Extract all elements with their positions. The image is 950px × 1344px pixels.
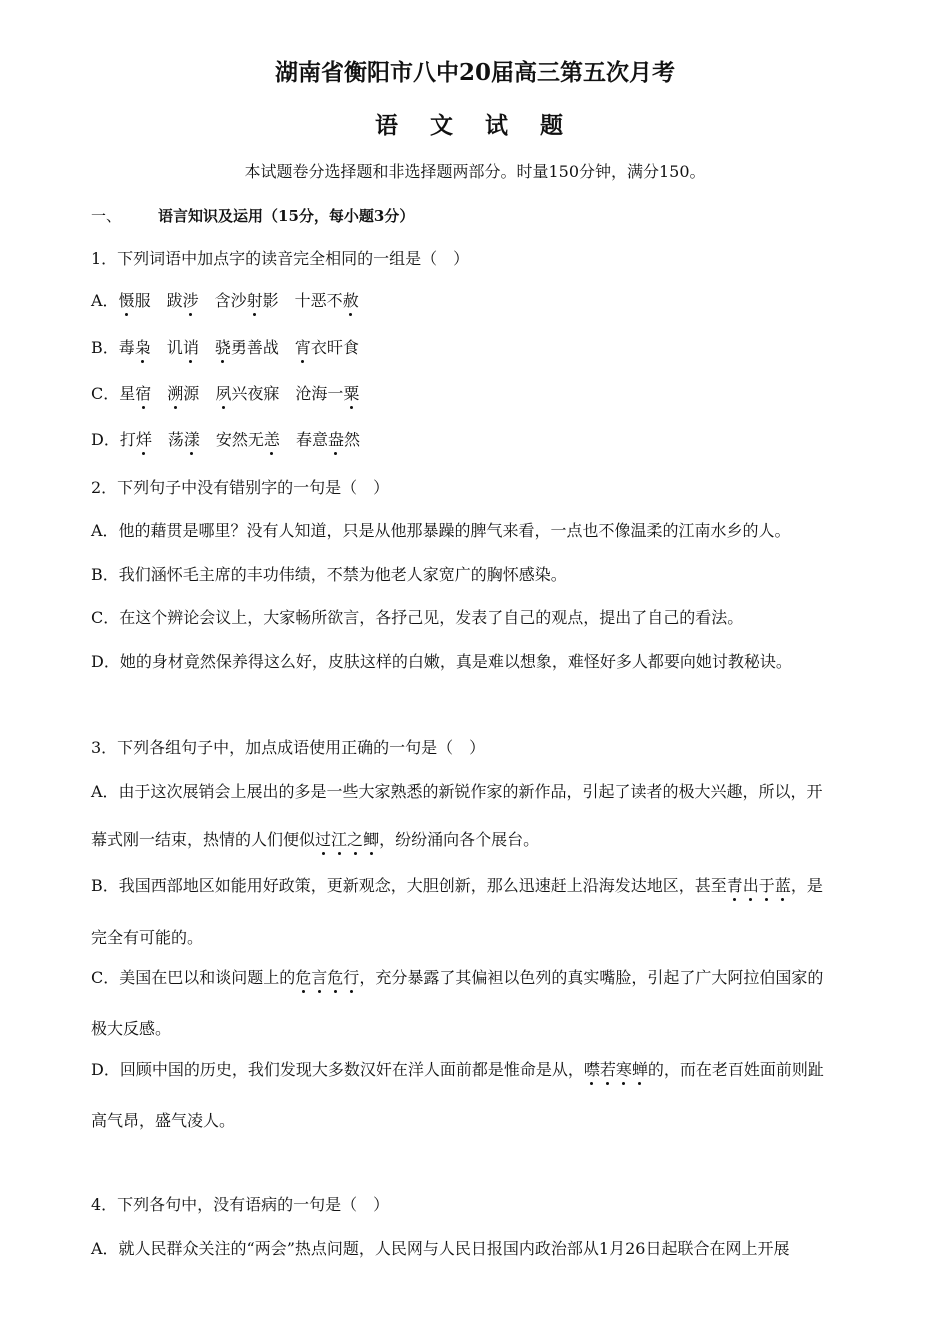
question-4-option-a-line1: A．就人民群众关注的“两会”热点问题，人民网与人民日报国内政治部从1月26日起联合在网上开展 [91,1239,790,1258]
dotted-char: 寒 [615,1060,632,1079]
question-2-stem: 2．下列句子中没有错别字的一句是（ ） [91,478,390,497]
word-text: 然 [343,430,360,449]
word-text: 含沙 [214,291,247,310]
word-text: 服 [134,291,151,310]
dotted-char: 枭 [134,338,151,357]
dotted-char: 诮 [182,338,199,357]
text-run: D．回顾中国的历史，我们发现大多数汉奸在洋人面前都是惟命是从， [91,1060,584,1079]
word-text: 勇善战 [230,338,279,357]
section-number: 一、 [91,207,122,225]
word-text: 安然无 [215,430,264,449]
question-1-stem: 1．下列词语中加点字的读音完全相同的一组是（ ） [91,249,470,268]
dotted-char: 涉 [182,291,199,310]
dotted-char: 之 [347,830,364,849]
text-run: ，充分暴露了其偏袒以色列的真实嘴脸，引起了广大阿拉伯国家的 [359,968,824,987]
dotted-char: 溯 [167,384,184,403]
exam-intro: 本试题卷分选择题和非选择题两部分。时量150分钟，满分150。 [244,162,706,181]
text-run: B．我国西部地区如能用好政策，更新观念，大胆创新，那么迅速赶上沿海发达地区，甚至 [91,876,727,895]
question-3-option-d-line2: 高气昂，盛气凌人。 [91,1111,236,1130]
option-letter: A． [91,291,119,310]
dotted-char: 宵 [294,338,311,357]
text-run: ，纷纷涌向各个展台。 [379,830,540,849]
section-title: 语言知识及运用（15分，每小题3分） [158,207,415,225]
dotted-char: 若 [599,1060,616,1079]
dotted-char: 出 [742,876,759,895]
dotted-char: 宿 [135,384,152,403]
dotted-char: 漾 [183,430,200,449]
section-heading [91,205,414,227]
word-text: 十恶不 [294,291,343,310]
option-letter: B． [91,338,119,357]
dotted-char: 烊 [135,430,152,449]
question-3-option-d-line1 [91,1059,824,1081]
text-run: ，是 [790,876,823,895]
question-1-option-c [91,383,359,405]
dotted-char: 恙 [263,430,280,449]
dotted-char: 蝉 [631,1060,648,1079]
dotted-char: 过 [315,830,332,849]
dotted-char: 盎 [327,430,344,449]
dotted-char: 言 [311,968,328,987]
question-3-stem: 3．下列各组句子中，加点成语使用正确的一句是（ ） [91,738,486,757]
question-1-option-a [91,290,359,312]
dotted-char: 骁 [214,338,231,357]
word-text: 讥 [166,338,183,357]
word-text: 毒 [118,338,135,357]
question-1-option-b [91,337,359,359]
page-subtitle: 语 文 试 题 [374,112,576,139]
option-letter: D． [91,430,120,449]
question-3-option-a-line2 [91,829,539,851]
question-2-option-b: B．我们涵怀毛主席的丰功伟绩，不禁为他老人家宽广的胸怀感染。 [91,565,567,584]
question-4-stem: 4．下列各句中，没有语病的一句是（ ） [91,1195,390,1214]
word-text: 源 [183,384,200,403]
word-text: 打 [119,430,136,449]
word-text: 沧海一 [295,384,344,403]
dotted-char: 江 [331,830,348,849]
question-1-option-d [91,429,360,451]
dotted-char: 噤 [583,1060,600,1079]
dotted-char: 鲫 [363,830,380,849]
word-text: 兴夜寐 [231,384,280,403]
question-3-option-c-line2: 极大反感。 [91,1019,172,1038]
word-text: 春意 [295,430,328,449]
dotted-char: 于 [758,876,775,895]
text-run: 的，而在老百姓面前则趾 [647,1060,824,1079]
text-run: 幕式刚一结束，热情的人们便似 [91,830,316,849]
question-2-option-d: D．她的身材竟然保养得这么好，皮肤这样的白嫩，真是难以想象，难怪好多人都要向她讨教秘诀。 [91,652,792,671]
question-3-option-b-line2: 完全有可能的。 [91,928,204,947]
word-text: 荡 [167,430,184,449]
word-text: 星 [119,384,136,403]
dotted-char: 射 [246,291,263,310]
question-3-option-c-line1 [91,967,823,989]
option-letter: C． [91,384,120,403]
dotted-char: 慑 [118,291,135,310]
dotted-char: 行 [343,968,360,987]
page-title: 湖南省衡阳市八中20届高三第五次月考 [274,59,675,86]
question-3-option-a-line1: A．由于这次展销会上展出的多是一些大家熟悉的新锐作家的新作品，引起了读者的极大兴趣，所以，开 [91,782,823,801]
dotted-char: 夙 [215,384,232,403]
word-text: 影 [262,291,279,310]
dotted-char: 危 [295,968,312,987]
word-text: 跋 [166,291,183,310]
question-2-option-a: A．他的藉贯是哪里？没有人知道，只是从他那暴躁的脾气来看，一点也不像温柔的江南水乡的人。 [91,521,791,540]
dotted-char: 粟 [343,384,360,403]
question-2-option-c: C．在这个辨论会议上，大家畅所欲言，各抒己见，发表了自己的观点，提出了自己的看法。 [91,608,744,627]
dotted-char: 赦 [342,291,359,310]
dotted-char: 危 [327,968,344,987]
text-run: C．美国在巴以和谈问题上的 [91,968,296,987]
question-3-option-b-line1 [91,875,823,897]
dotted-char: 蓝 [774,876,791,895]
dotted-char: 青 [726,876,743,895]
word-text: 衣旰食 [310,338,359,357]
